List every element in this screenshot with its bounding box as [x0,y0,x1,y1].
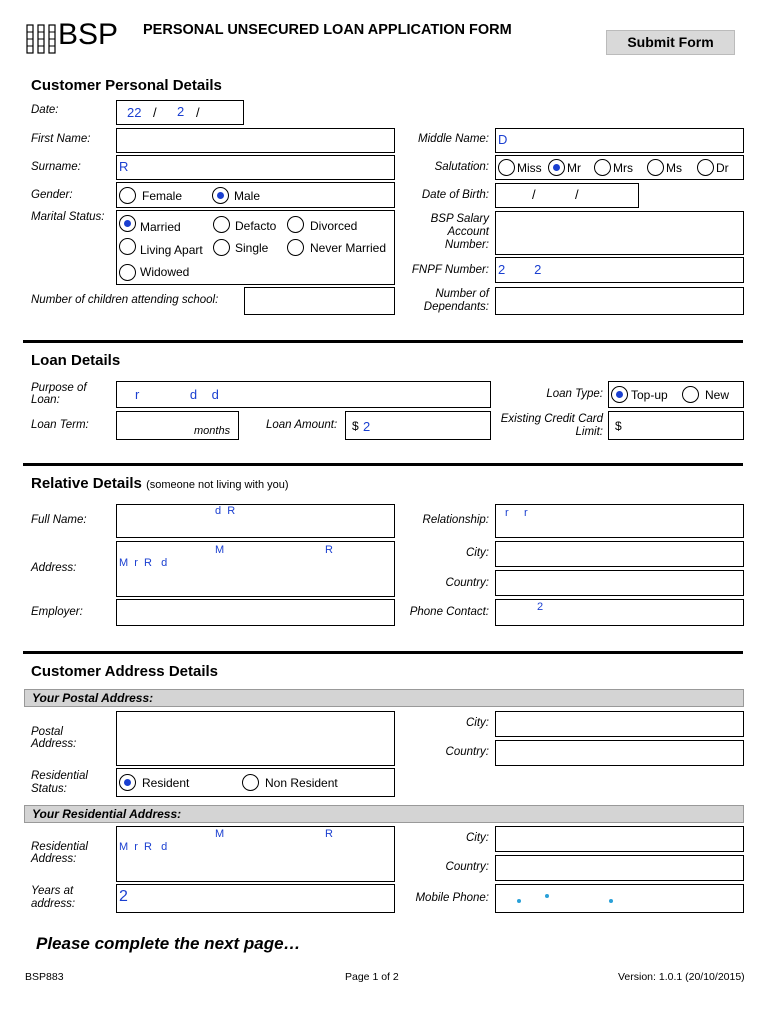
residential-city-field[interactable] [495,826,744,852]
salutation-ms-radio[interactable] [647,159,664,176]
dob-label: Date of Birth: [421,189,489,201]
relative-full-name-label: Full Name: [31,514,87,526]
purpose-value: r d d [135,387,219,402]
middle-name-value: D [498,132,508,147]
residential-address-label-1: Residential [31,841,88,853]
relative-city-field[interactable] [495,541,744,567]
date-day: 22 [127,105,142,120]
credit-limit-field[interactable] [608,411,744,440]
salary-account-label-1: BSP Salary [430,213,489,225]
years-at-address-field[interactable] [116,884,395,913]
employer-field[interactable] [116,599,395,626]
address-details-heading: Customer Address Details [31,663,219,680]
surname-label: Surname: [31,161,81,173]
years-at-address-value: 2 [119,888,128,905]
marital-divorced-radio[interactable] [287,216,304,233]
salutation-miss-label: Miss [517,161,542,175]
postal-city-field[interactable] [495,711,744,737]
loan-type-topup-radio[interactable] [611,386,628,403]
personal-details-heading: Customer Personal Details [31,77,222,94]
dependants-field[interactable] [495,287,744,315]
postal-country-field[interactable] [495,740,744,766]
residential-status-label-1: Residential [31,770,88,782]
residential-address-label-2: Address: [31,853,77,865]
loan-amount-currency: $ [352,419,359,433]
dob-sep-1: / [532,187,536,202]
purpose-field[interactable] [116,381,491,408]
section-divider [23,340,743,343]
employer-label: Employer: [31,606,83,618]
bsp-logo [25,20,117,56]
salutation-mrs-label: Mrs [613,161,633,175]
marital-married-label: Married [140,220,181,234]
relative-country-field[interactable] [495,570,744,596]
phone-contact-field[interactable] [495,599,744,626]
gender-female-radio[interactable] [119,187,136,204]
form-title: PERSONAL UNSECURED LOAN APPLICATION FORM [143,22,512,38]
marital-single-radio[interactable] [213,239,230,256]
salary-account-label-2: Account [447,226,489,238]
credit-limit-label-2: Limit: [575,426,603,438]
middle-name-label: Middle Name: [418,133,489,145]
loan-details-heading: Loan Details [31,352,121,369]
salary-account-field[interactable] [495,211,744,255]
residential-address-field[interactable] [116,826,395,882]
dependants-label-1: Number of [435,288,489,300]
fnpf-field[interactable] [495,257,744,283]
page-number: Page 1 of 2 [345,971,399,983]
version-info: Version: 1.0.1 (20/10/2015) [618,971,745,983]
section-divider [23,463,743,466]
marital-defacto-label: Defacto [235,219,277,233]
relationship-label: Relationship: [422,514,489,526]
submit-form-button[interactable]: Submit Form [606,30,735,55]
relative-address-line-1: M R [215,544,333,556]
relative-details-heading [31,475,289,492]
postal-address-bar: Your Postal Address: [24,689,744,707]
postal-country-label: Country: [445,746,489,758]
loan-type-topup-label: Top-up [631,388,668,402]
relative-country-label: Country: [445,577,489,589]
children-field[interactable] [244,287,395,315]
residential-city-label: City: [466,832,489,844]
postal-address-field[interactable] [116,711,395,766]
salary-account-label-3: Number: [444,239,489,251]
marital-never-married-radio[interactable] [287,239,304,256]
salutation-dr-radio[interactable] [697,159,714,176]
relative-address-label: Address: [31,562,77,574]
loan-amount-label: Loan Amount: [266,419,338,431]
years-at-address-label-1: Years at [31,885,74,897]
gender-male-radio[interactable] [212,187,229,204]
mobile-phone-label: Mobile Phone: [415,892,489,904]
salutation-mrs-radio[interactable] [594,159,611,176]
marital-never-married-label: Never Married [310,241,387,255]
date-label: Date: [31,104,59,116]
mobile-dot [609,899,613,903]
marital-widowed-label: Widowed [140,265,190,279]
years-at-address-label-2: address: [31,898,76,910]
relative-address-field[interactable] [116,541,395,597]
marital-married-radio[interactable] [119,215,136,232]
loan-amount-field[interactable] [345,411,491,440]
residential-address-line-2: M r R d [119,841,168,853]
residential-address-line-1: M R [215,828,333,840]
loan-type-label: Loan Type: [546,388,603,400]
date-month: 2 [177,104,185,119]
relative-full-name-field[interactable] [116,504,395,538]
marital-divorced-label: Divorced [310,219,358,233]
mobile-dot [545,894,549,898]
loan-amount-value: 2 [363,419,371,434]
gender-male-label: Male [234,189,261,203]
loan-term-field[interactable] [116,411,239,440]
residential-address-bar: Your Residential Address: [24,805,744,823]
date-sep-2: / [196,105,200,120]
logo-text: BSP [58,18,119,51]
postal-address-label-2: Address: [31,738,77,750]
first-name-label: First Name: [31,133,91,145]
loan-term-label: Loan Term: [31,419,89,431]
marital-status-label: Marital Status: [31,211,105,223]
dob-field[interactable] [495,183,639,208]
salutation-label: Salutation: [434,161,489,173]
loan-term-unit: months [194,425,231,437]
relative-city-label: City: [466,547,489,559]
surname-field[interactable] [116,155,395,180]
surname-value: R [119,159,129,174]
postal-address-label-1: Postal [31,726,63,738]
marital-living-apart-radio[interactable] [119,238,136,255]
salutation-mr-label: Mr [567,161,581,175]
marital-defacto-radio[interactable] [213,216,230,233]
loan-type-new-radio[interactable] [682,386,699,403]
marital-living-apart-label: Living Apart [140,243,203,257]
postal-city-label: City: [466,717,489,729]
fnpf-value: 2 2 [498,262,542,277]
purpose-label-2: Loan: [31,394,60,406]
relative-heading-text: Relative Details [31,475,142,492]
salutation-miss-radio[interactable] [498,159,515,176]
relative-address-line-2: M r R d [119,557,168,569]
phone-contact-label: Phone Contact: [409,606,489,618]
date-sep-1: / [153,105,157,120]
dependants-label-2: Dependants: [423,301,489,313]
residential-resident-label: Resident [142,776,190,790]
salutation-dr-label: Dr [716,161,729,175]
mobile-phone-field[interactable] [495,884,744,913]
residential-resident-radio[interactable] [119,774,136,791]
relative-full-name-value: d R [215,505,236,517]
residential-country-field[interactable] [495,855,744,881]
middle-name-field[interactable] [495,128,744,153]
relative-heading-note: (someone not living with you) [146,479,289,491]
date-field[interactable] [116,100,244,125]
mobile-dot [517,899,521,903]
gender-female-label: Female [142,189,183,203]
residential-country-label: Country: [445,861,489,873]
marital-single-label: Single [235,241,269,255]
credit-limit-currency: $ [615,419,622,433]
form-code: BSP883 [25,971,64,983]
marital-widowed-radio[interactable] [119,264,136,281]
next-page-prompt: Please complete the next page… [36,934,301,953]
credit-limit-label-1: Existing Credit Card [500,413,603,425]
relationship-field[interactable] [495,504,744,538]
children-label: Number of children attending school: [31,294,219,306]
section-divider [23,651,743,654]
residential-status-label-2: Status: [31,783,67,795]
loan-type-new-label: New [705,388,730,402]
relationship-value: r r [505,507,528,519]
bsp-logo-icon [25,22,59,56]
residential-non-resident-label: Non Resident [265,776,338,790]
fnpf-label: FNPF Number: [411,264,489,276]
first-name-field[interactable] [116,128,395,153]
salutation-ms-label: Ms [666,161,682,175]
salutation-mr-radio[interactable] [548,159,565,176]
gender-label: Gender: [31,189,73,201]
phone-contact-value: 2 [537,601,544,613]
purpose-label-1: Purpose of [31,382,87,394]
dob-sep-2: / [575,187,579,202]
residential-non-resident-radio[interactable] [242,774,259,791]
